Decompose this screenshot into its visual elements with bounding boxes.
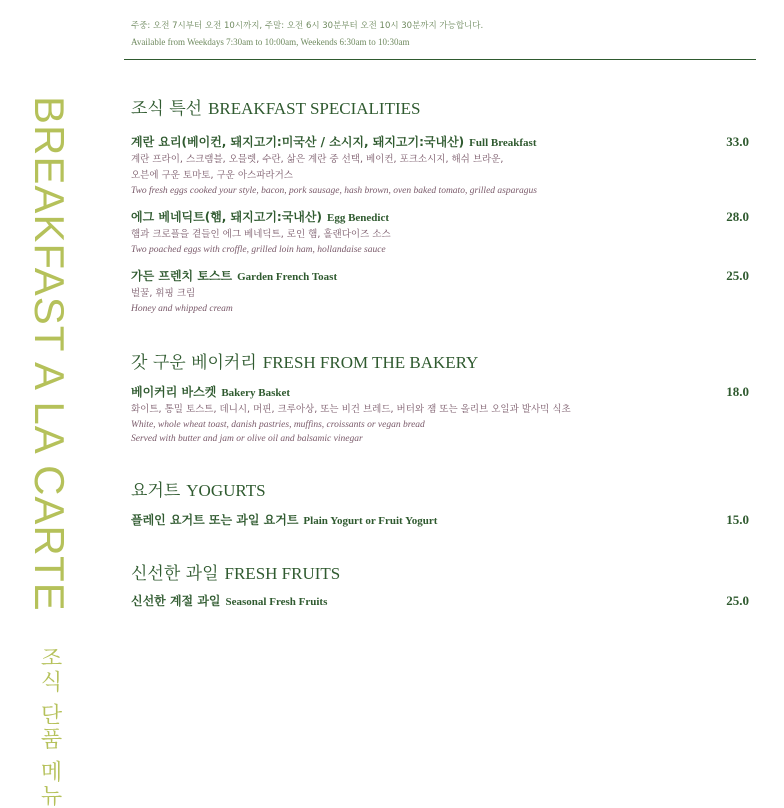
item-name-en: Full Breakfast — [469, 137, 537, 149]
item-name-ko: 플레인 요거트 또는 과일 요거트 — [131, 513, 299, 527]
section-breakfast-specialities — [131, 94, 756, 316]
item-desc-en: Two poached eggs with croffle, grilled loin ham, hollandaise sauce — [131, 245, 386, 255]
item-title — [131, 208, 756, 227]
item-desc-en: White, whole wheat toast, danish pastries, muffins, croissants or vegan bread — [131, 420, 425, 430]
item-desc-ko: 벌꿀, 휘핑 크림 — [131, 288, 196, 299]
section-heading-en: YOGURTS — [186, 481, 266, 500]
section-heading-ko: 신선한 과일 — [131, 564, 219, 584]
menu-item-garden-french-toast — [131, 267, 756, 316]
item-name-en: Plain Yogurt or Fruit Yogurt — [303, 515, 438, 527]
menu-item-bakery-basket — [131, 383, 756, 446]
vertical-page-title — [26, 96, 73, 808]
item-desc-ko: 계란 프라이, 스크램블, 오믈렛, 수란, 삶은 계란 중 선택, 베이컨, 포크소시지, 해쉬 브라운, — [131, 154, 504, 165]
item-price: 25.0 — [726, 593, 749, 608]
item-name-en: Garden French Toast — [237, 271, 338, 283]
hours-korean: 주중: 오전 7시부터 오전 10시까지, 주말: 오전 6시 30분부터 오전 10시 30분까지 가능합니다. — [131, 21, 484, 31]
item-desc-ko: 햄과 크로플을 곁들인 에그 베네딕트, 로인 햄, 홀랜다이즈 소스 — [131, 229, 391, 240]
hours-english: Available from Weekdays 7:30am to 10:00am, Weekends 6:30am to 10:30am — [131, 37, 410, 47]
section-fresh-from-the-bakery — [131, 348, 756, 446]
item-name-ko: 에그 베네딕트(햄, 돼지고기:국내산) — [131, 210, 322, 224]
item-title — [131, 592, 756, 611]
item-desc-en: Two fresh eggs cooked your style, bacon, pork sausage, hash brown, oven baked tomato, grilled asparagus — [131, 186, 537, 196]
item-desc-en: Served with butter and jam or olive oil and balsamic vinegar — [131, 434, 363, 444]
section-heading-en: FRESH FROM THE BAKERY — [262, 353, 479, 372]
item-name-en: Egg Benedict — [326, 212, 390, 224]
item-title — [131, 383, 756, 402]
section-yogurts — [131, 476, 756, 530]
menu-item-egg-benedict — [131, 208, 756, 257]
item-name-ko: 계란 요리(베이컨, 돼지고기:미국산 / 소시지, 돼지고기:국내산) — [131, 135, 465, 149]
item-price: 15.0 — [726, 512, 749, 527]
item-price: 33.0 — [726, 134, 749, 149]
item-name-en: Bakery Basket — [221, 387, 291, 399]
item-name-ko: 신선한 계절 과일 — [131, 594, 221, 608]
item-title — [131, 267, 756, 286]
section-heading — [131, 348, 756, 373]
section-heading-ko: 조식 특선 — [131, 99, 203, 119]
menu-item-seasonal-fresh-fruits — [131, 592, 756, 611]
item-price: 28.0 — [726, 209, 749, 224]
section-heading-ko: 요거트 — [131, 481, 181, 501]
side-title-english: BREAKFAST A LA CARTE — [26, 96, 73, 612]
item-name-en: Seasonal Fresh Fruits — [225, 596, 328, 608]
side-title-korean: 조식 단품 메뉴 — [37, 646, 62, 808]
section-fresh-fruits — [131, 559, 756, 611]
section-heading — [131, 476, 756, 501]
item-price: 18.0 — [726, 384, 749, 399]
section-heading-en: BREAKFAST SPECIALITIES — [208, 99, 421, 118]
section-heading — [131, 94, 756, 119]
availability-hours — [131, 18, 483, 50]
item-desc-ko: 화이트, 통밀 토스트, 데니시, 머핀, 크루아상, 또는 비건 브레드, 버터와 잼 또는 올리브 오일과 발사믹 식초 — [131, 404, 571, 415]
item-desc-ko: 오븐에 구운 토마토, 구운 아스파라거스 — [131, 170, 293, 181]
menu-item-full-breakfast — [131, 133, 756, 198]
header-divider — [124, 59, 756, 60]
item-name-ko: 베이커리 바스켓 — [131, 385, 217, 399]
section-heading — [131, 559, 756, 584]
item-title — [131, 133, 756, 152]
menu-item-plain-yogurt — [131, 511, 756, 530]
section-heading-en: FRESH FRUITS — [224, 564, 341, 583]
item-title — [131, 511, 756, 530]
item-name-ko: 가든 프렌치 토스트 — [131, 269, 233, 283]
item-price: 25.0 — [726, 268, 749, 283]
item-desc-en: Honey and whipped cream — [131, 304, 233, 314]
section-heading-ko: 갓 구운 베이커리 — [131, 353, 257, 373]
